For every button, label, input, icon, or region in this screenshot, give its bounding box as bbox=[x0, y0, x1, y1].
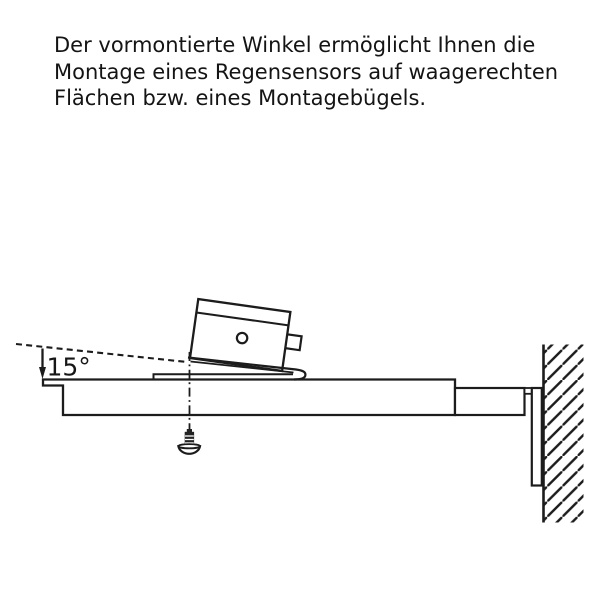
angle-arrow-head bbox=[39, 367, 46, 379]
bracket-vertical-plate bbox=[532, 388, 542, 486]
angle-annotation bbox=[16, 344, 187, 382]
intro-line-3: Flächen bzw. eines Montagebügels. bbox=[54, 86, 427, 110]
bracket-arm bbox=[455, 388, 525, 415]
screw-tip bbox=[187, 429, 192, 432]
intro-line-1: Der vormontierte Winkel ermöglicht Ihnen die bbox=[54, 33, 536, 57]
sensor-screw-hole bbox=[236, 332, 248, 344]
mounting-screw bbox=[178, 429, 200, 454]
screw-head-flange bbox=[178, 444, 200, 448]
wall-hatching bbox=[544, 345, 584, 523]
mounting-plate bbox=[43, 380, 455, 416]
angle-label: 15° bbox=[46, 352, 91, 382]
intro-line-2: Montage eines Regensensors auf waagerechten bbox=[54, 59, 559, 84]
wall bbox=[544, 345, 584, 523]
wall-bracket bbox=[455, 388, 542, 486]
rain-sensor bbox=[190, 299, 305, 373]
